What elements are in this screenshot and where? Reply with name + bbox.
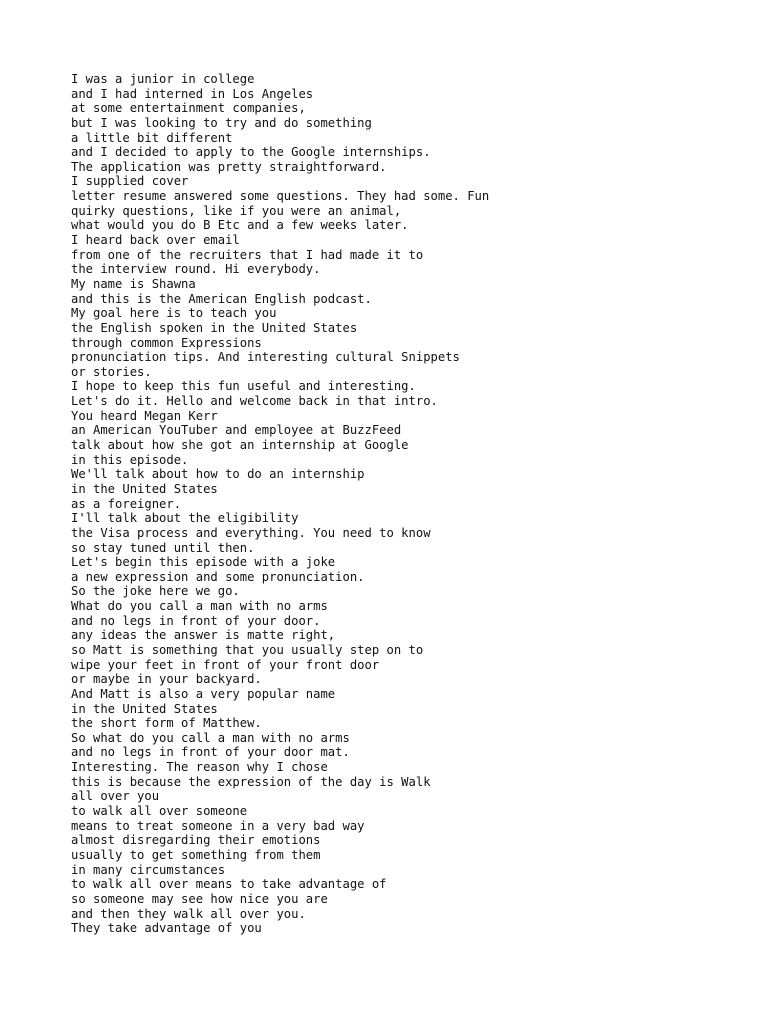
transcript-line: what would you do B Etc and a few weeks later. <box>71 218 409 233</box>
transcript-line: means to treat someone in a very bad way <box>71 818 365 833</box>
transcript-line: or maybe in your backyard. <box>71 672 262 687</box>
transcript-line: usually to get something from them <box>71 847 321 862</box>
transcript-line: Let's do it. Hello and welcome back in that intro. <box>71 394 438 409</box>
transcript-line: and no legs in front of your door. <box>71 613 321 628</box>
transcript-line: the interview round. Hi everybody. <box>71 262 321 277</box>
transcript-line: What do you call a man with no arms <box>71 599 328 614</box>
transcript-line: at some entertainment companies, <box>71 101 306 116</box>
transcript-line: I'll talk about the eligibility <box>71 511 299 526</box>
transcript-line: I supplied cover <box>71 174 189 189</box>
transcript-line: Interesting. The reason why I chose <box>71 760 328 775</box>
transcript-line: in many circumstances <box>71 862 226 877</box>
transcript-line: I was a junior in college <box>71 72 255 86</box>
transcript-line: and no legs in front of your door mat. <box>71 745 350 760</box>
transcript-line: any ideas the answer is matte right, <box>71 628 336 643</box>
transcript-line: from one of the recruiters that I had made it to <box>71 247 424 262</box>
transcript-line: So the joke here we go. <box>71 584 240 599</box>
transcript-line: and I had interned in Los Angeles <box>71 86 314 101</box>
transcript-line: the English spoken in the United States <box>71 320 358 335</box>
transcript-line: the short form of Matthew. <box>71 716 262 731</box>
transcript-line: So what do you call a man with no arms <box>71 730 350 745</box>
transcript-line: and this is the American English podcast. <box>71 291 372 306</box>
transcript-line: so someone may see how nice you are <box>71 891 328 906</box>
transcript-line: through common Expressions <box>71 335 262 350</box>
transcript-line: letter resume answered some questions. They had some. Fun <box>71 189 490 204</box>
transcript-text <box>71 72 731 936</box>
transcript-line: and I decided to apply to the Google internships. <box>71 145 431 160</box>
transcript-line: a little bit different <box>71 130 233 145</box>
transcript-line: They take advantage of you <box>71 921 262 936</box>
transcript-line: quirky questions, like if you were an animal, <box>71 203 402 218</box>
transcript-line: wipe your feet in front of your front door <box>71 657 380 672</box>
transcript-line: this is because the expression of the day is Walk <box>71 774 431 789</box>
transcript-line: as a foreigner. <box>71 496 182 511</box>
transcript-line: You heard Megan Kerr <box>71 408 218 423</box>
transcript-line: and then they walk all over you. <box>71 906 306 921</box>
transcript-line: in this episode. <box>71 452 189 467</box>
transcript-line: My name is Shawna <box>71 276 196 291</box>
transcript-line: And Matt is also a very popular name <box>71 686 336 701</box>
transcript-line: almost disregarding their emotions <box>71 833 321 848</box>
transcript-line: We'll talk about how to do an internship <box>71 467 365 482</box>
transcript-line: so Matt is something that you usually step on to <box>71 642 424 657</box>
transcript-line: I heard back over email <box>71 233 240 248</box>
transcript-line: My goal here is to teach you <box>71 306 277 321</box>
transcript-line: The application was pretty straightforward. <box>71 159 387 174</box>
transcript-line: to walk all over someone <box>71 804 248 819</box>
transcript-line: the Visa process and everything. You need to know <box>71 525 431 540</box>
transcript-line: an American YouTuber and employee at BuzzFeed <box>71 423 402 438</box>
transcript-line: Let's begin this episode with a joke <box>71 555 336 570</box>
transcript-line: all over you <box>71 789 160 804</box>
transcript-line: or stories. <box>71 364 152 379</box>
transcript-line: so stay tuned until then. <box>71 540 255 555</box>
transcript-line: pronunciation tips. And interesting cultural Snippets <box>71 350 460 365</box>
transcript-line: a new expression and some pronunciation. <box>71 569 365 584</box>
transcript-line: but I was looking to try and do something <box>71 115 372 130</box>
transcript-line: in the United States <box>71 481 218 496</box>
transcript-line: I hope to keep this fun useful and interesting. <box>71 379 416 394</box>
transcript-line: to walk all over means to take advantage of <box>71 877 387 892</box>
transcript-line: in the United States <box>71 701 218 716</box>
transcript-line: talk about how she got an internship at Google <box>71 438 409 453</box>
